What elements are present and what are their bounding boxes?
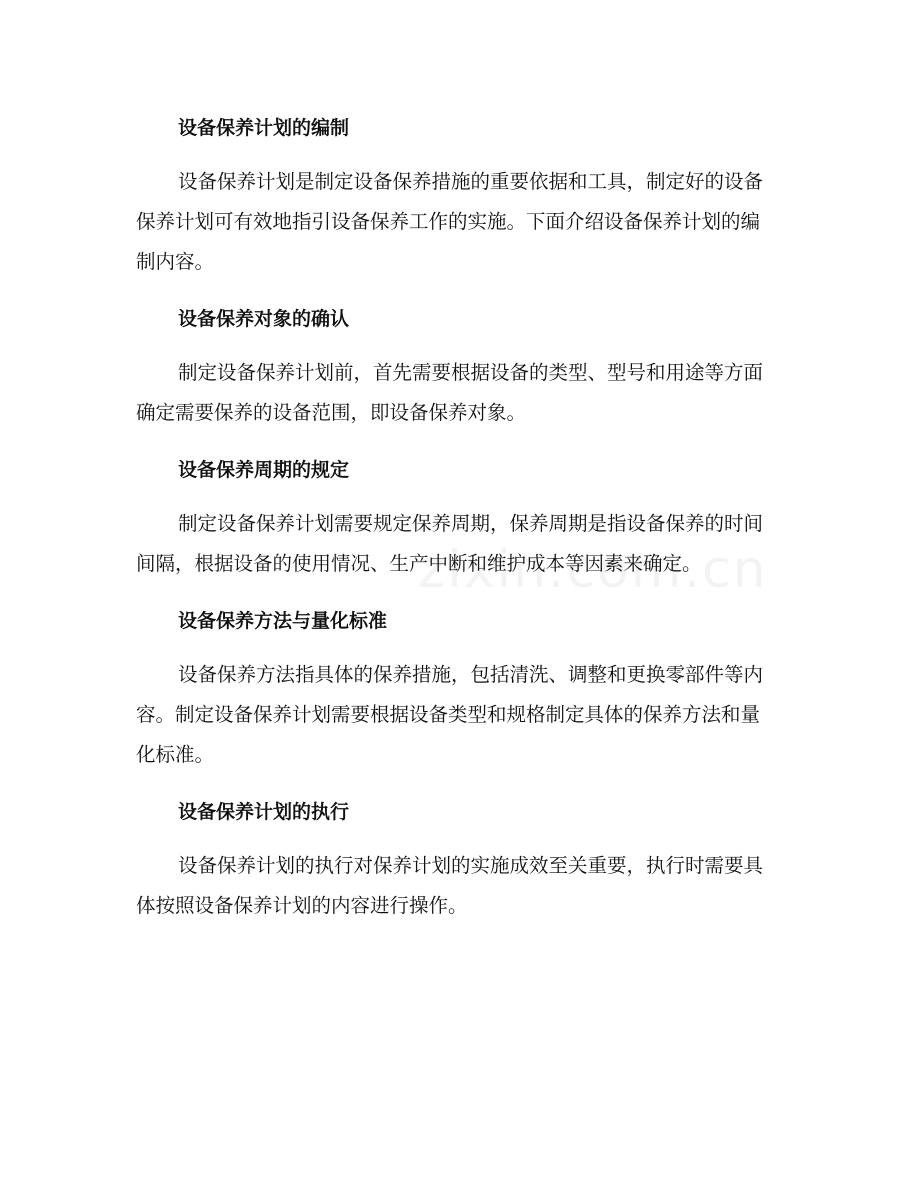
section-heading: 设备保养对象的确认	[178, 308, 350, 330]
section-plan-execution	[136, 792, 772, 926]
section-heading: 设备保养计划的执行	[178, 801, 350, 823]
section-paragraph: 设备保养方法指具体的保养措施，包括清洗、调整和更换零部件等内容。制定设备保养计划需要根据设备类型和规格制定具体的保养方法和量化标准。	[136, 663, 764, 766]
section-paragraph: 设备保养计划的执行对保养计划的实施成效至关重要，执行时需要具体按照设备保养计划的内容进行操作。	[136, 854, 764, 917]
section-plan-compilation	[136, 108, 772, 282]
section-heading: 设备保养计划的编制	[178, 117, 350, 139]
section-paragraph: 设备保养计划是制定设备保养措施的重要依据和工具，制定好的设备保养计划可有效地指引设备保养工作的实施。下面介绍设备保养计划的编制内容。	[136, 170, 764, 273]
section-methods-standards	[136, 601, 772, 775]
document-content	[136, 108, 772, 943]
section-paragraph: 制定设备保养计划需要规定保养周期，保养周期是指设备保养的时间间隔，根据设备的使用情况、生产中断和维护成本等因素来确定。	[136, 512, 764, 575]
section-heading: 设备保养方法与量化标准	[178, 610, 388, 632]
section-heading: 设备保养周期的规定	[178, 459, 350, 481]
section-paragraph: 制定设备保养计划前，首先需要根据设备的类型、型号和用途等方面确定需要保养的设备范围，即设备保养对象。	[136, 361, 764, 424]
section-object-confirmation	[136, 299, 772, 433]
section-cycle-definition	[136, 450, 772, 584]
